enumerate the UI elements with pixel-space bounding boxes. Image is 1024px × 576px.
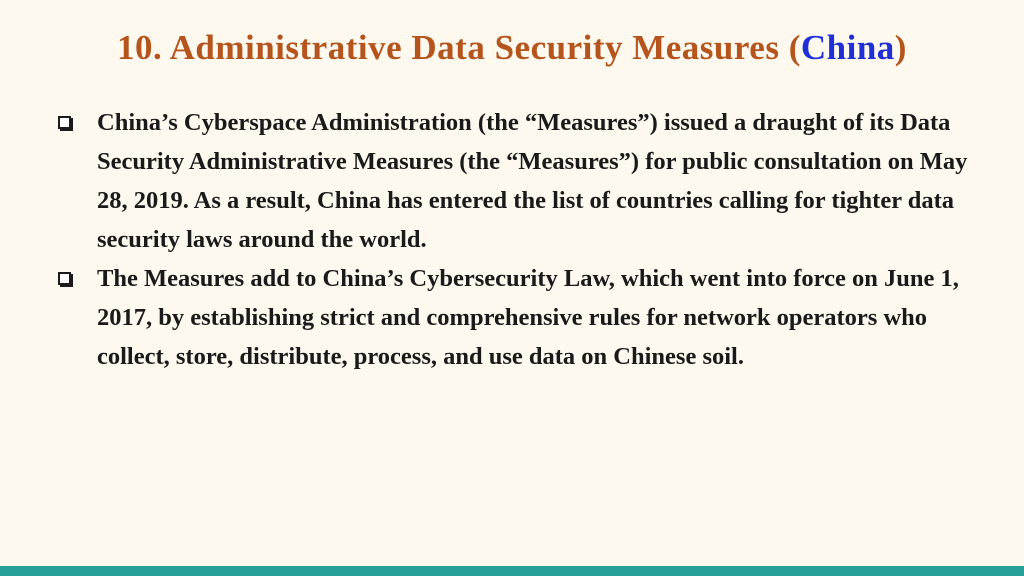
title-accent: China xyxy=(800,28,895,67)
bullet-item xyxy=(56,103,986,259)
bullet-text: The Measures add to China’s Cybersecurity Law, which went into force on June 1, 2017, by establishing strict and comprehensive rules for network operators who collect, store, distribute, process, and use data on Chinese soil. xyxy=(97,265,959,370)
title-prefix: 10. Administrative Data Security Measures ( xyxy=(117,28,801,67)
bullet-list xyxy=(56,103,986,376)
checkbox-square-icon xyxy=(58,272,71,285)
bullet-text: China’s Cyberspace Administration (the “Measures”) issued a draught of its Data Security Administrative Measures (the “Measures”) for public consultation on May 28, 2019. As a result, China has entered the list of countries calling for tighter data security laws around the world. xyxy=(97,109,968,253)
checkbox-square-icon xyxy=(58,116,71,129)
bottom-accent-bar xyxy=(0,566,1024,576)
bullet-item xyxy=(56,259,986,376)
title-suffix: ) xyxy=(894,28,907,67)
slide-title xyxy=(0,28,1024,68)
